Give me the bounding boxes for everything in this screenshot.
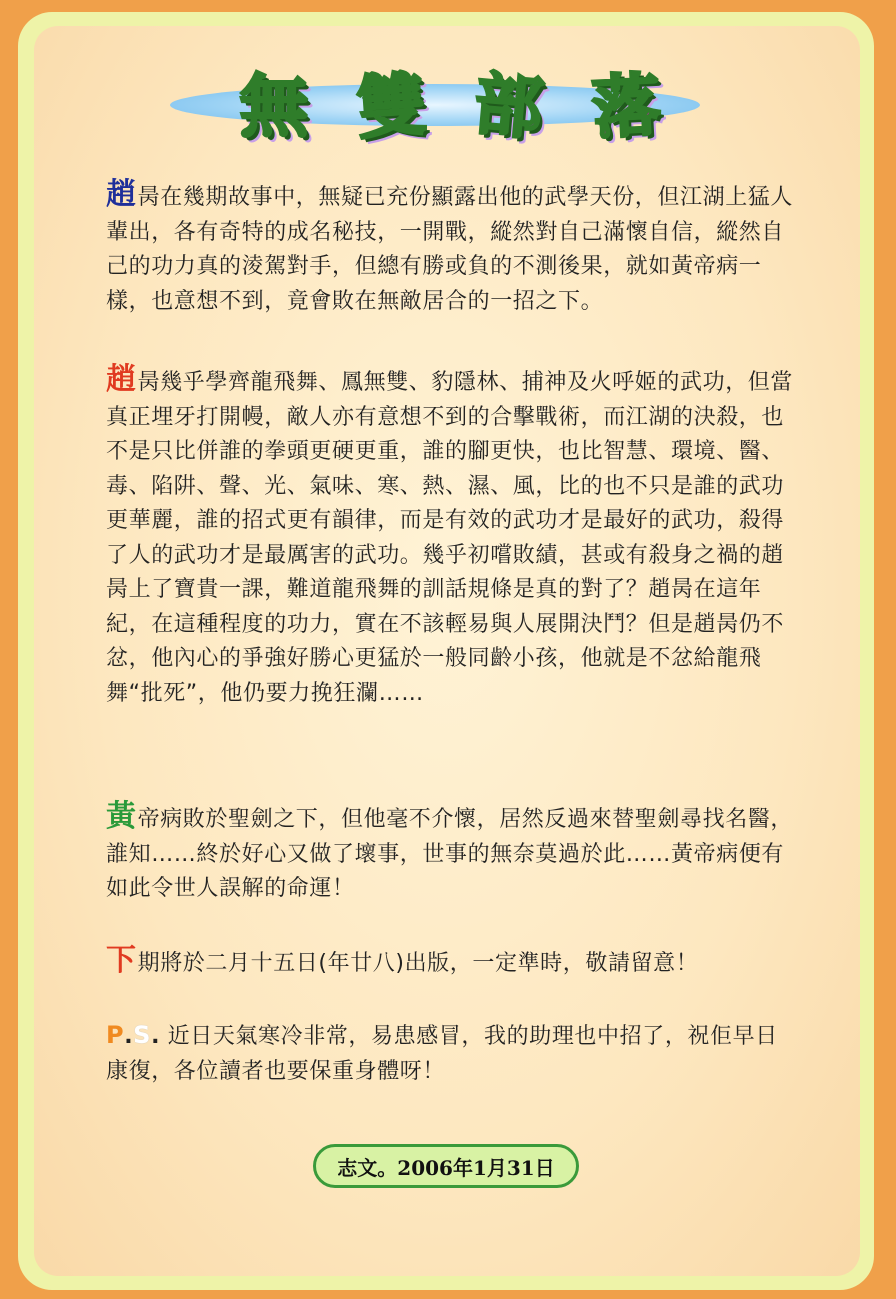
next-issue-text: 期將於二月十五日(年廿八)出版，一定準時，敬請留意！	[137, 951, 699, 976]
paragraph-3-text: 帝病敗於聖劍之下，但他毫不介懷，居然反過來替聖劍尋找名醫，誰知……終於好心又做了壞事，世事的無奈莫過於此……黃帝病便有如此令世人誤解的命運！	[106, 807, 794, 901]
postscript-text: 近日天氣寒冷非常，易患感冒，我的助理也中招了，祝佢早日康復，各位讀者也要保重身體呀！	[106, 1024, 778, 1084]
signature-text: 志文。2006年1月31日	[337, 1155, 555, 1180]
title-text	[240, 56, 663, 150]
paragraph-1-text: 昺在幾期故事中，無疑已充份顯露出他的武學天份，但江湖上猛人輩出，各有奇特的成名秘技，一開戰，縱然對自己滿懷自信，縱然自己的功力真的淩駕對手，但總有勝或負的不測後果，就如黃帝病一樣，也意想不到，竟會敗在無敵居合的一招之下。	[106, 185, 794, 314]
paragraph-2	[106, 363, 796, 711]
paragraph-3	[106, 800, 796, 907]
title-char-1: 無	[240, 66, 309, 147]
paragraph-1	[106, 178, 796, 319]
ps-dot-2: .	[151, 1024, 161, 1049]
next-issue-notice	[106, 944, 796, 982]
paragraph-1-initial: 趙	[106, 177, 137, 212]
signature-badge	[313, 1144, 579, 1188]
paragraph-2-initial: 趙	[106, 362, 137, 397]
title-char-4: 落	[590, 64, 663, 149]
paragraph-3-initial: 黃	[106, 799, 137, 834]
ps-letter-p: P	[106, 1021, 125, 1049]
title-char-2: 雙	[355, 64, 429, 149]
next-issue-initial: 下	[106, 943, 137, 978]
title-char-3: 部	[470, 63, 546, 150]
ps-letter-s: S	[133, 1021, 152, 1049]
page-title	[170, 56, 710, 150]
ps-dot-1: .	[124, 1024, 134, 1049]
paragraph-2-text: 昺幾乎學齊龍飛舞、鳳無雙、豹隱林、捕神及火呼姬的武功，但當真正埋牙打開幔，敵人亦有意想不到的合擊戰術，而江湖的決殺，也不是只比併誰的拳頭更硬更重，誰的腳更快，也比智慧、環境、醫、毒、陷阱、聲、光、氣味、寒、熱、濕、風，比的也不只是誰的武功更華麗，誰的招式更有韻律，而是有效的武功才是最好的武功，殺得了人的武功才是最厲害的武功。幾乎初嚐敗績，甚或有殺身之禍的趙昺上了寶貴一課，難道龍飛舞的訓話規條是真的對了？趙昺在這年紀，在這種程度的功力，實在不該輕易與人展開決鬥？但是趙昺仍不忿，他內心的爭強好勝心更猛於一般同齡小孩，他就是不忿給龍飛舞“批死”，他仍要力挽狂瀾……	[106, 370, 794, 706]
postscript	[106, 1018, 796, 1089]
